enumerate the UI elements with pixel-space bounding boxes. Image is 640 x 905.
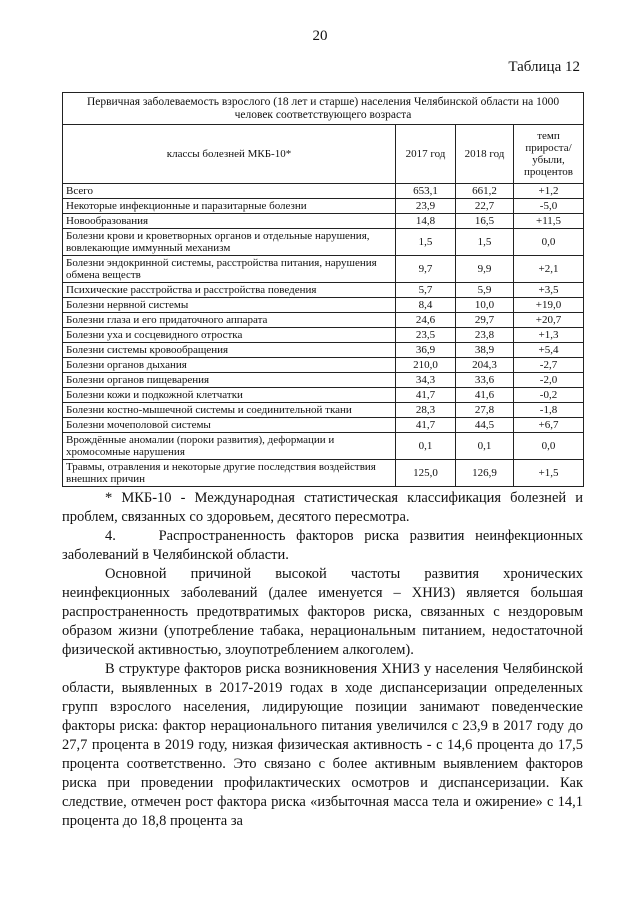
value-cell: -1,8: [514, 403, 584, 418]
value-cell: 44,5: [456, 418, 514, 433]
value-cell: 41,7: [396, 388, 456, 403]
value-cell: 9,7: [396, 256, 456, 283]
paragraph: Основной причиной высокой частоты развития хронических неинфекционных заболеваний (далее именуется – ХНИЗ) является большая распространенность предотвратимых факторов риска, связанных с нездоровым образом жизни (употребление табака, нерациональным питанием, недостаточной физической активностью, злоупотреблением алкоголем).: [62, 566, 583, 658]
table-row: [63, 283, 584, 298]
value-cell: 23,9: [396, 199, 456, 214]
column-header: 2017 год: [396, 125, 456, 184]
value-cell: +1,2: [514, 184, 584, 199]
table-row: [63, 184, 584, 199]
value-cell: 10,0: [456, 298, 514, 313]
value-cell: 24,6: [396, 313, 456, 328]
table-row: [63, 460, 584, 487]
table-row: [63, 328, 584, 343]
disease-class-cell: Новообразования: [63, 214, 396, 229]
disease-class-cell: Болезни органов пищеварения: [63, 373, 396, 388]
value-cell: 1,5: [396, 229, 456, 256]
table-label: Таблица 12: [508, 59, 580, 75]
table-row: [63, 343, 584, 358]
value-cell: 41,6: [456, 388, 514, 403]
disease-class-cell: Болезни крови и кроветворных органов и отдельные нарушения, вовлекающие иммунный механизм: [63, 229, 396, 256]
value-cell: 0,0: [514, 433, 584, 460]
value-cell: 0,1: [456, 433, 514, 460]
value-cell: 1,5: [456, 229, 514, 256]
value-cell: +1,5: [514, 460, 584, 487]
value-cell: +3,5: [514, 283, 584, 298]
value-cell: 5,9: [456, 283, 514, 298]
value-cell: 204,3: [456, 358, 514, 373]
table-row: [63, 418, 584, 433]
column-header: классы болезней МКБ-10*: [63, 125, 396, 184]
value-cell: -5,0: [514, 199, 584, 214]
table-row: [63, 199, 584, 214]
disease-class-cell: Болезни уха и сосцевидного отростка: [63, 328, 396, 343]
value-cell: -2,0: [514, 373, 584, 388]
value-cell: 23,5: [396, 328, 456, 343]
value-cell: 126,9: [456, 460, 514, 487]
table-row: [63, 433, 584, 460]
value-cell: 653,1: [396, 184, 456, 199]
disease-class-cell: Некоторые инфекционные и паразитарные болезни: [63, 199, 396, 214]
disease-class-cell: Болезни мочеполовой системы: [63, 418, 396, 433]
table-row: [63, 214, 584, 229]
table-row: [63, 229, 584, 256]
disease-class-cell: Травмы, отравления и некоторые другие последствия воздействия внешних причин: [63, 460, 396, 487]
value-cell: -0,2: [514, 388, 584, 403]
value-cell: 210,0: [396, 358, 456, 373]
body-text: [62, 489, 583, 831]
value-cell: 8,4: [396, 298, 456, 313]
value-cell: +2,1: [514, 256, 584, 283]
value-cell: 5,7: [396, 283, 456, 298]
disease-class-cell: Болезни органов дыхания: [63, 358, 396, 373]
column-header: 2018 год: [456, 125, 514, 184]
value-cell: +19,0: [514, 298, 584, 313]
column-header: темп прироста/ убыли, процентов: [514, 125, 584, 184]
value-cell: 29,7: [456, 313, 514, 328]
disease-class-cell: Болезни кожи и подкожной клетчатки: [63, 388, 396, 403]
value-cell: 14,8: [396, 214, 456, 229]
value-cell: 38,9: [456, 343, 514, 358]
value-cell: 36,9: [396, 343, 456, 358]
table-row: [63, 403, 584, 418]
table-row: [63, 256, 584, 283]
value-cell: +6,7: [514, 418, 584, 433]
disease-class-cell: Болезни эндокринной системы, расстройства питания, нарушения обмена веществ: [63, 256, 396, 283]
footnote: * МКБ-10 - Международная статистическая классификация болезней и проблем, связанных со здоровьем, десятого пересмотра.: [62, 490, 583, 525]
value-cell: 23,8: [456, 328, 514, 343]
table-row: [63, 313, 584, 328]
value-cell: 27,8: [456, 403, 514, 418]
value-cell: 9,9: [456, 256, 514, 283]
value-cell: +1,3: [514, 328, 584, 343]
table-caption: Первичная заболеваемость взрослого (18 лет и старше) населения Челябинской области на 1000 человек соответствующего возраста: [63, 93, 584, 125]
disease-class-cell: Врождённые аномалии (пороки развития), деформации и хромосомные нарушения: [63, 433, 396, 460]
value-cell: 28,3: [396, 403, 456, 418]
value-cell: 33,6: [456, 373, 514, 388]
value-cell: +11,5: [514, 214, 584, 229]
morbidity-table: [62, 92, 584, 487]
disease-class-cell: Болезни костно-мышечной системы и соединительной ткани: [63, 403, 396, 418]
value-cell: +5,4: [514, 343, 584, 358]
value-cell: 661,2: [456, 184, 514, 199]
value-cell: -2,7: [514, 358, 584, 373]
table-row: [63, 358, 584, 373]
disease-class-cell: Всего: [63, 184, 396, 199]
table-row: [63, 373, 584, 388]
value-cell: 16,5: [456, 214, 514, 229]
value-cell: +20,7: [514, 313, 584, 328]
value-cell: 34,3: [396, 373, 456, 388]
table-header-row: [63, 125, 584, 184]
value-cell: 0,0: [514, 229, 584, 256]
table-row: [63, 388, 584, 403]
value-cell: 0,1: [396, 433, 456, 460]
disease-class-cell: Болезни глаза и его придаточного аппарата: [63, 313, 396, 328]
value-cell: 41,7: [396, 418, 456, 433]
disease-class-cell: Болезни системы кровообращения: [63, 343, 396, 358]
paragraph: В структуре факторов риска возникновения ХНИЗ у населения Челябинской области, выявленных в 2017-2019 годах в ходе диспансеризации определенных групп взрослого населения, лидирующие позиции занимают поведенческие факторы риска: фактор нерационального питания увеличился с 23,9 в 2017 году до 27,7 процента в 2019 году, низкая физическая активность - с 14,6 процента до 17,5 процента соответственно. Это связано с более активным выявлением факторов риска при проведении профилактических осмотров и диспансеризации. Как следствие, отмечен рост фактора риска «избыточная масса тела и ожирение» с 14,1 процента до 18,8 процента за: [62, 661, 583, 829]
disease-class-cell: Болезни нервной системы: [63, 298, 396, 313]
section-heading: 4. Распространенность факторов риска развития неинфекционных заболеваний в Челябинской области.: [62, 528, 583, 563]
disease-class-cell: Психические расстройства и расстройства поведения: [63, 283, 396, 298]
value-cell: 125,0: [396, 460, 456, 487]
page-number: 20: [312, 28, 328, 44]
value-cell: 22,7: [456, 199, 514, 214]
table-row: [63, 298, 584, 313]
